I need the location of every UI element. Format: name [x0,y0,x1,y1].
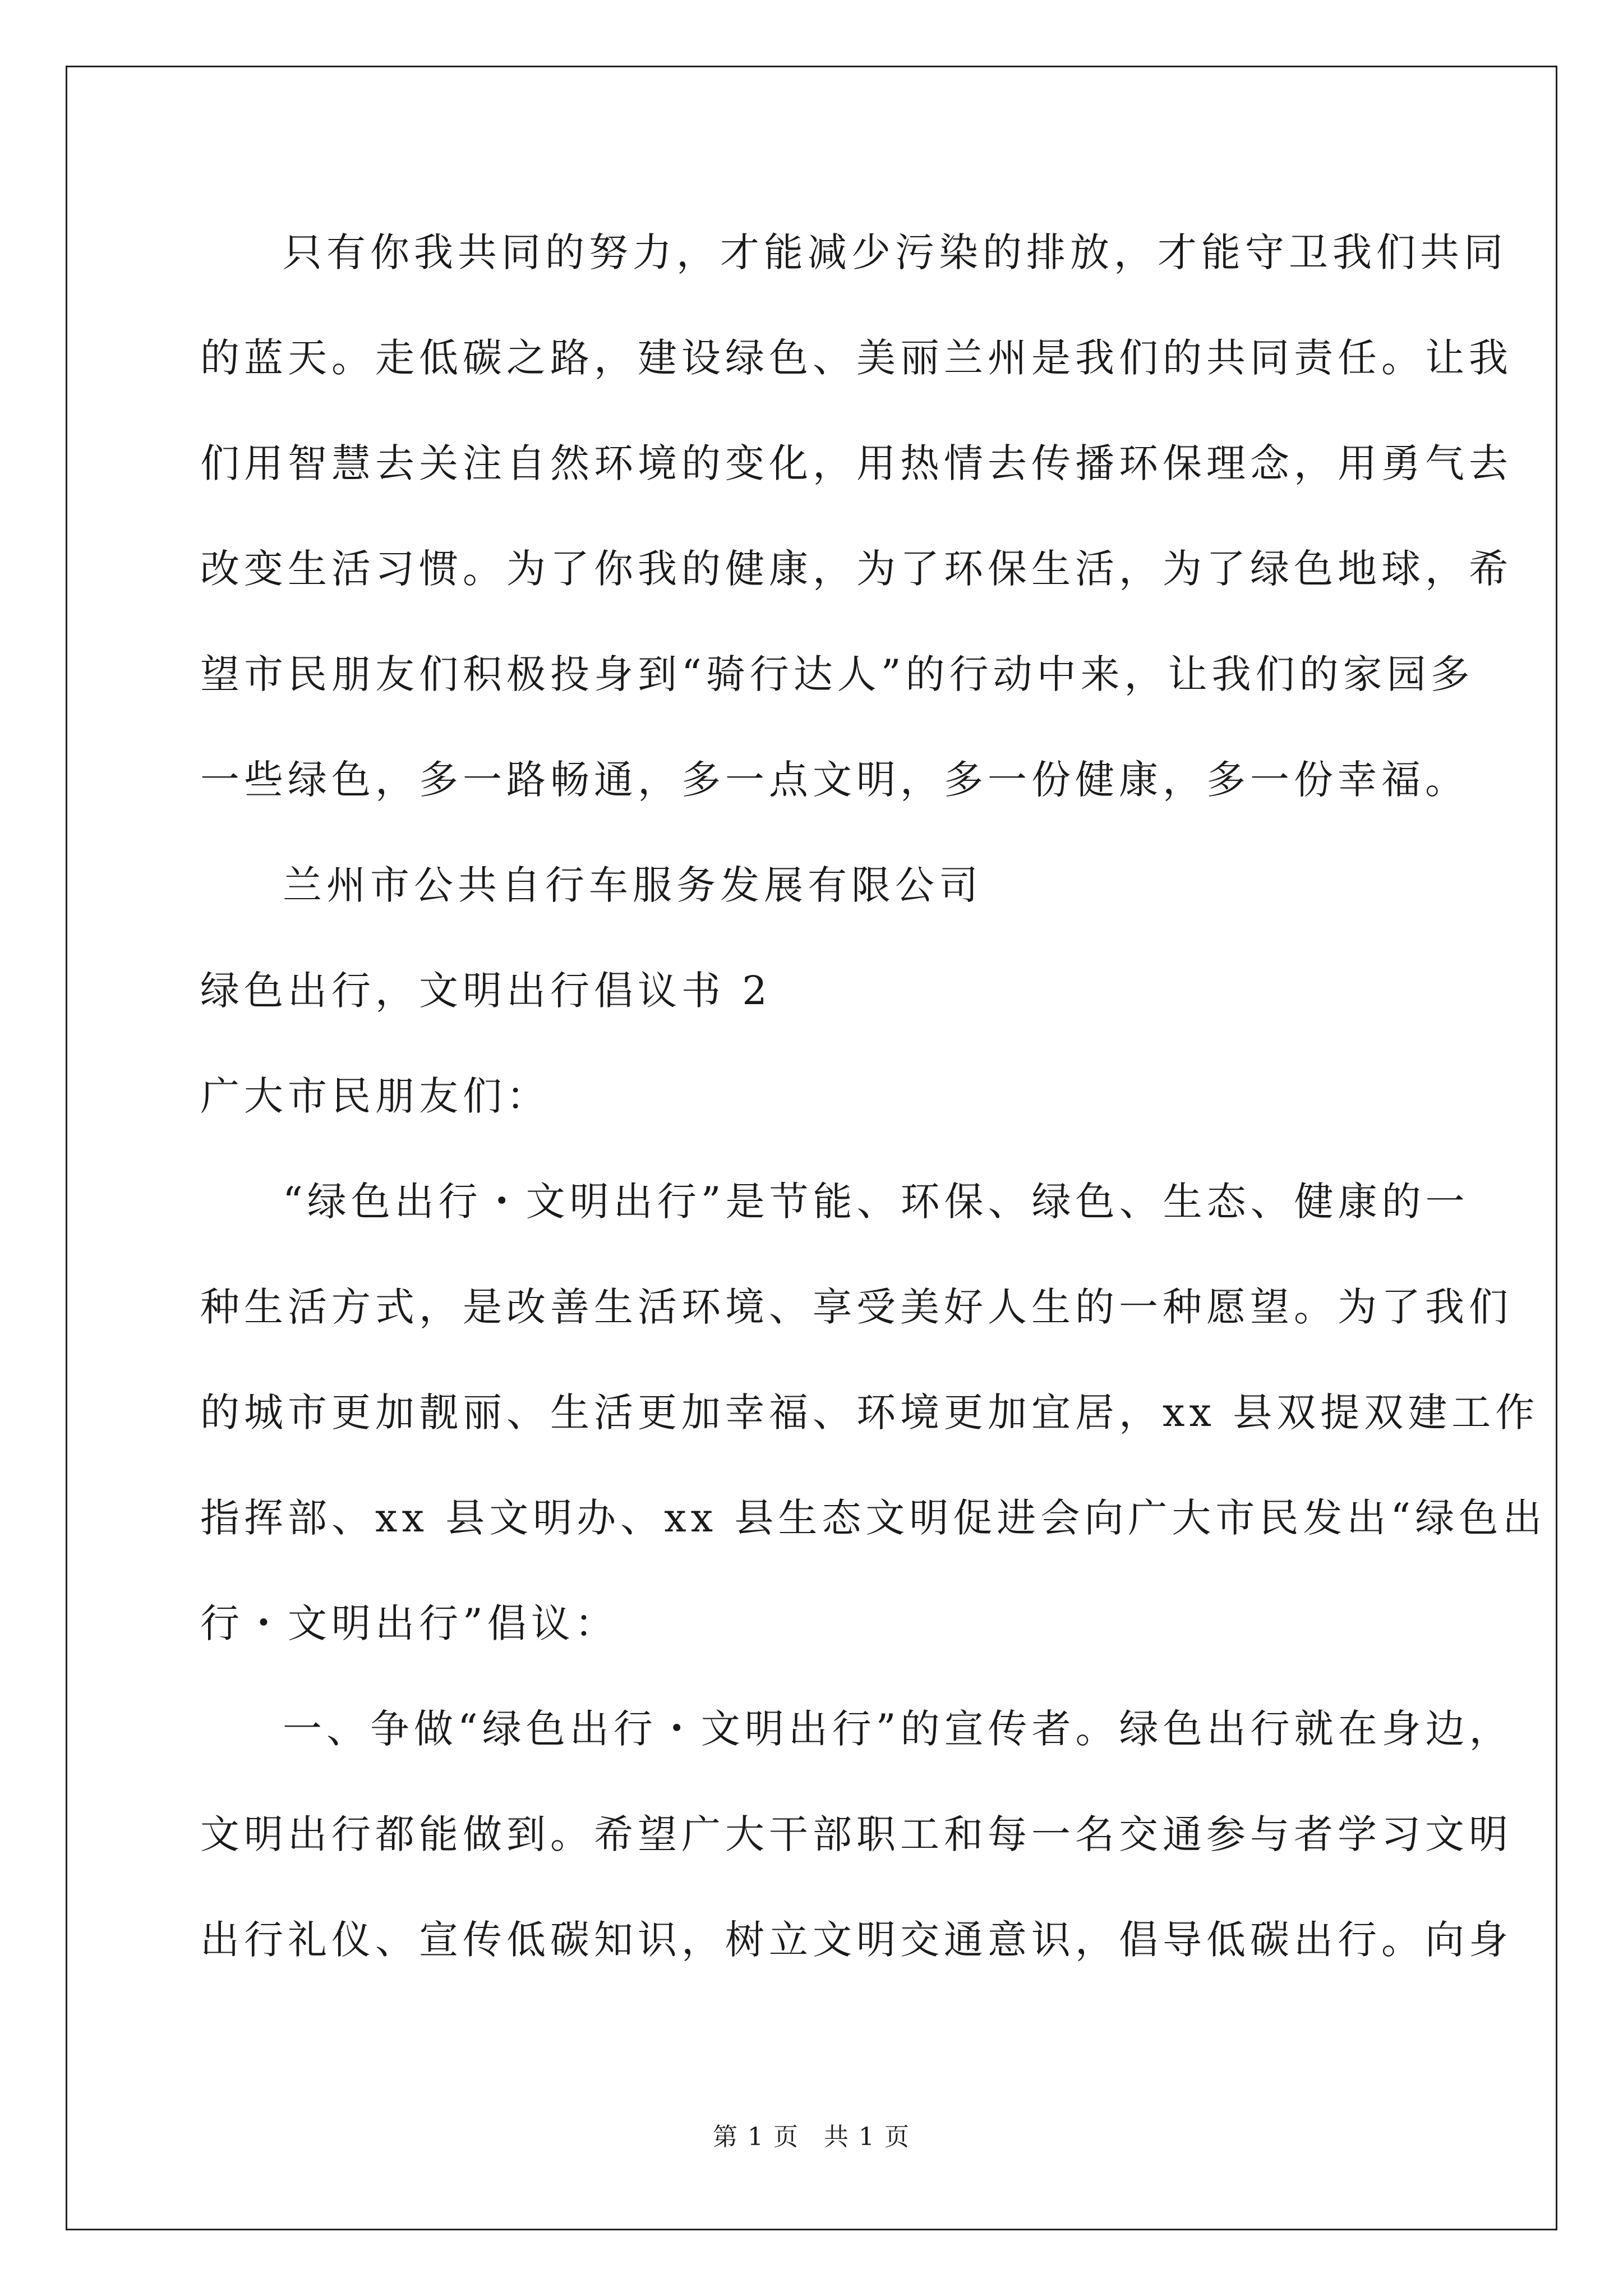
page-number: 第 1 页 [713,2123,799,2151]
paragraph-line: 的蓝天。走低碳之路，建设绿色、美丽兰州是我们的共同责任。让我 [200,335,1513,381]
salutation: 广大市民朋友们： [200,1073,550,1119]
paragraph-line: 指挥部、xx 县文明办、xx 县生态文明促进会向广大市民发出“绿色出 [200,1495,1547,1541]
signature-line: 兰州市公共自行车服务发展有限公司 [283,862,983,908]
paragraph-line: 出行礼仪、宣传低碳知识，树立文明交通意识，倡导低碳出行。向身 [200,1917,1513,1963]
paragraph-line: 的城市更加靓丽、生活更加幸福、环境更加宜居，xx 县双提双建工作 [200,1389,1539,1435]
document-title: 绿色出行，文明出行倡议书 2 [200,968,772,1014]
paragraph-line: 行・文明出行”倡议： [200,1600,619,1646]
page-total: 共 1 页 [824,2123,910,2151]
paragraph-line: 们用智慧去关注自然环境的变化，用热情去传播环保理念，用勇气去 [200,440,1513,486]
paragraph-line: 望市民朋友们积极投身到“骑行达人”的行动中来，让我们的家园多 [200,651,1474,697]
document-body [200,219,1547,2012]
paragraph-line: 改变生活习惯。为了你我的健康，为了环保生活，为了绿色地球，希 [200,546,1513,592]
paragraph-line: 只有你我共同的努力，才能减少污染的排放，才能守卫我们共同 [283,229,1507,275]
paragraph-line: 一些绿色，多一路畅通，多一点文明，多一份健康，多一份幸福。 [200,757,1469,803]
paragraph-line: 文明出行都能做到。希望广大干部职工和每一名交通参与者学习文明 [200,1811,1513,1857]
page-footer [0,2120,1623,2154]
paragraph-line: 种生活方式，是改善生活环境、享受美好人生的一种愿望。为了我们 [200,1284,1513,1330]
paragraph-line: 一、争做“绿色出行・文明出行”的宣传者。绿色出行就在身边， [283,1706,1513,1752]
paragraph-line: “绿色出行・文明出行”是节能、环保、绿色、生态、健康的一 [283,1179,1469,1225]
